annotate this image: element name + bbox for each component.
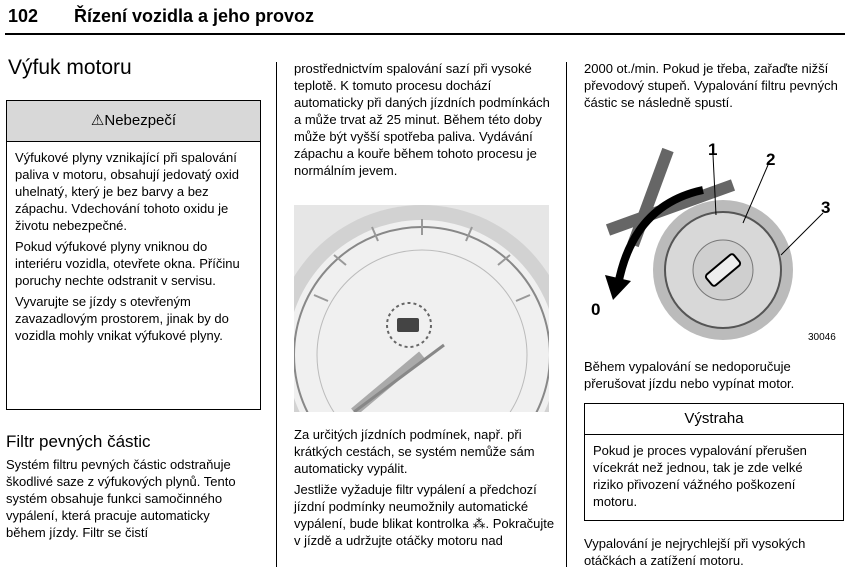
danger-paragraph: Výfukové plyny vznikající při spalování paliva v motoru, obsahují jedovatý oxid uhelnatý, který je bez barvy a bez zápachu. Vdechování tohoto oxidu je životu nebezpečné. xyxy=(15,150,240,233)
regeneration-paragraph: prostřednictvím spalování sazí při vysoké teplotě. K tomuto procesu dochází automaticky při daných jízdních podmínkách a může trvat až 25 minut. Během této doby může být vyšší spotřeba paliva. Vydávání zápachu a kouře během tohoto procesu je normálním jevem. xyxy=(294,61,550,178)
conditions-paragraph: Za určitých jízdních podmínek, např. při krátkých cestách, se systém nemůže sám automaticky vypálit. xyxy=(294,427,535,476)
warning-body xyxy=(585,435,843,521)
warning-header xyxy=(585,404,843,435)
danger-paragraph: Pokud výfukové plyny vniknou do interiéru vozidla, otevřete okna. Příčinu poruchy nechte odstranit v servisu. xyxy=(15,239,240,288)
position-label-0: 0 xyxy=(591,300,601,319)
position-label-2: 2 xyxy=(766,150,776,169)
column-divider xyxy=(566,62,567,567)
section-title-exhaust: Výfuk motoru xyxy=(8,56,132,79)
page-number: 102 xyxy=(8,6,39,26)
column-divider xyxy=(276,62,277,567)
chapter-title: Řízení vozidla a jeho provoz xyxy=(74,6,315,26)
indicator-paragraph: Jestliže vyžaduje filtr vypálení a předchozí jízdní podmínky neumožnily automatické vypálení, bude blikat kontrolka ⁂. Pokračujte v jízdě a udržujte otáčky motoru nad xyxy=(294,482,555,548)
warning-paragraph: Pokud je proces vypalování přerušen vícekrát než jednou, tak je zde velké riziko přivození vážného poškození motoru. xyxy=(593,443,807,509)
interrupt-paragraph: Během vypalování se nedoporučuje přerušovat jízdu nebo vypínat motor. xyxy=(584,359,795,391)
danger-body xyxy=(7,142,260,355)
rpm-paragraph: 2000 ot./min. Pokud je třeba, zařaďte nižší převodový stupeň. Vypalování filtru pevných částic se následně spustí. xyxy=(584,61,838,110)
col3-bottom-text xyxy=(584,535,844,569)
filter-intro-text xyxy=(6,456,246,541)
danger-label: Nebezpečí xyxy=(104,112,177,129)
danger-header xyxy=(7,101,260,142)
warning-label: Výstraha xyxy=(684,410,744,427)
danger-paragraph: Vyvarujte se jízdy s otevřeným zavazadlovým prostorem, jinak by do vozidla mohly vnikat výfukové plyny. xyxy=(15,294,229,343)
col2-top-text xyxy=(294,60,556,179)
danger-box xyxy=(6,100,261,410)
header-rule xyxy=(5,33,845,35)
warning-box xyxy=(584,403,844,521)
position-label-1: 1 xyxy=(708,140,718,159)
tachometer-illustration xyxy=(294,205,549,412)
col2-bottom-text xyxy=(294,426,556,549)
fastest-paragraph: Vypalování je nejrychlejší při vysokých otáčkách a zatížení motoru. xyxy=(584,536,806,568)
col3-mid-text xyxy=(584,358,844,392)
col3-top-text xyxy=(584,60,844,111)
instrument-cluster-photo xyxy=(294,205,549,412)
ignition-diagram xyxy=(583,135,843,345)
figure-code: 30046 xyxy=(808,332,836,343)
position-label-3: 3 xyxy=(821,198,831,217)
section-title-filter: Filtr pevných částic xyxy=(6,432,151,451)
warning-triangle-icon: ⚠ xyxy=(90,112,105,129)
page-header xyxy=(0,0,857,34)
filter-paragraph: Systém filtru pevných částic odstraňuje škodlivé saze z výfukových plynů. Tento systém obsahuje funkci samočinného vypálení, která pracuje automaticky během jízdy. Filtr se čistí xyxy=(6,457,236,540)
ignition-switch-illustration xyxy=(583,135,843,345)
